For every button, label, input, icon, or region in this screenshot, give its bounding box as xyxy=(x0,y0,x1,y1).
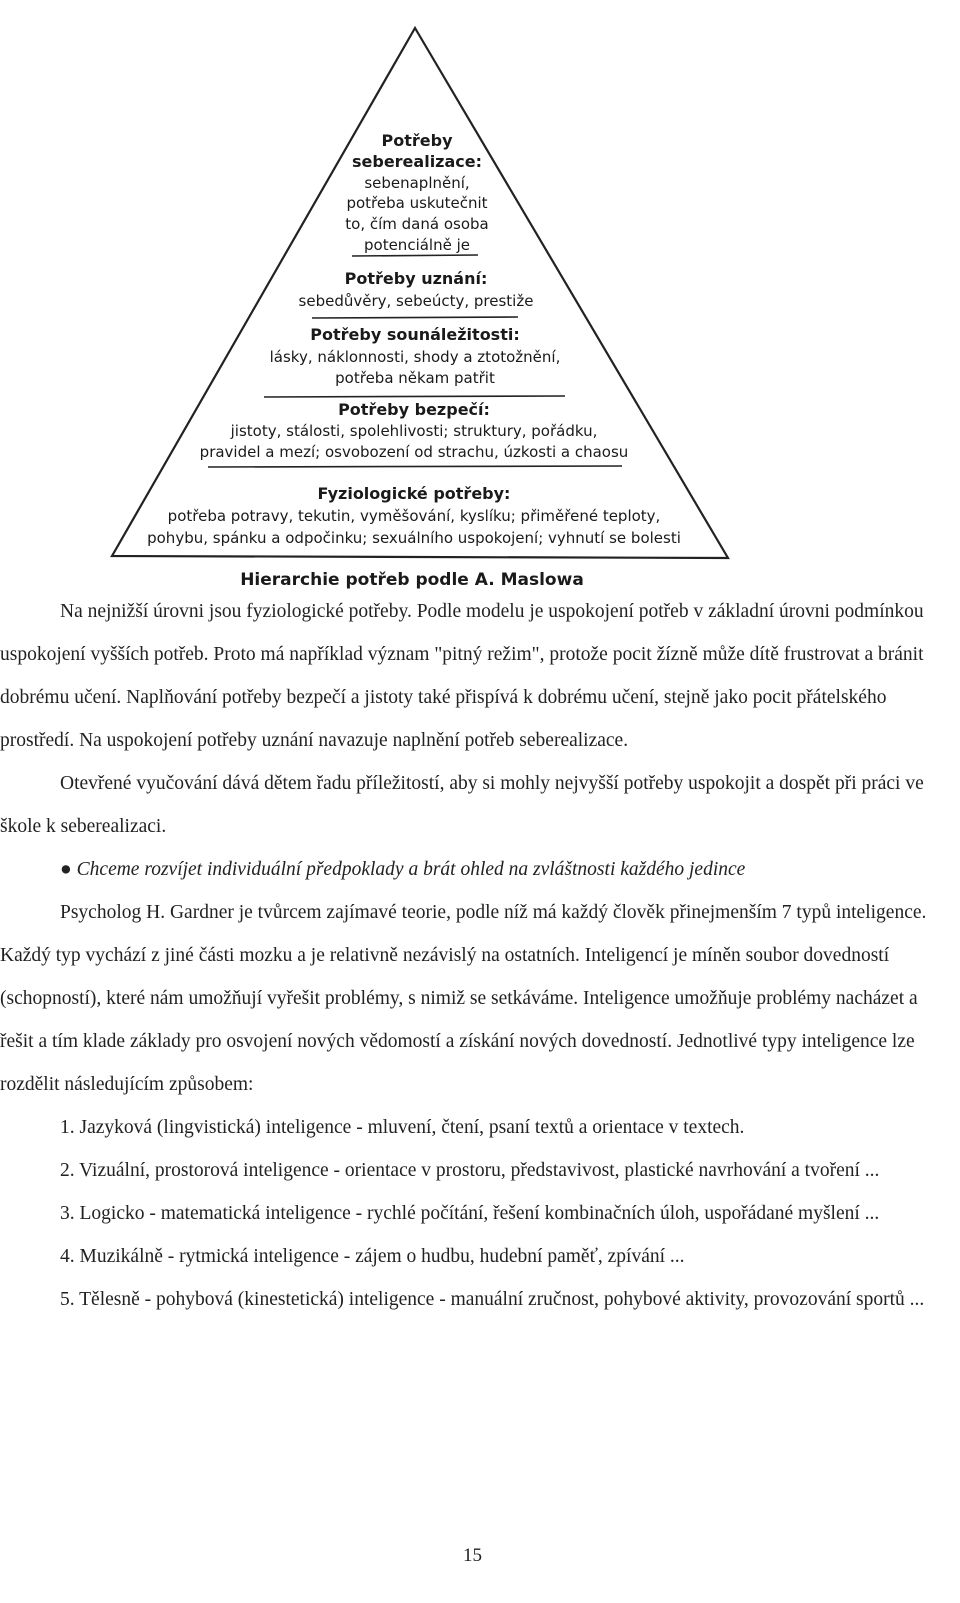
bullet-heading: ● Chceme rozvíjet individuální předpoklady a brát ohled na zvláštnosti každého jedince xyxy=(60,859,746,880)
level-line: potenciálně je xyxy=(364,236,470,254)
level-divider xyxy=(208,466,622,467)
level-line: potřeba uskutečnit xyxy=(346,194,488,212)
level-heading: Potřeby bezpečí: xyxy=(338,400,490,419)
level-divider xyxy=(352,255,478,256)
level-heading: Potřeby xyxy=(381,131,453,150)
paragraph: Na nejnižší úrovni jsou fyziologické potřeby. Podle modelu je uspokojení potřeb v základní úrovni podmínkou uspokojení vyšších potřeb. Proto má například význam "pitný režim", protože pocit žízně může dítě frustrovat a bránit dobrému učení. Naplňování potřeby bezpečí a jistoty také přispívá k dobrému učení, stejně jako pocit přátelského prostředí. Na uspokojení potřeby uznání navazuje naplnění potřeb seberealizace. xyxy=(0,601,924,751)
pyramid-diagram xyxy=(60,10,780,595)
level-line: potřeba někam patřit xyxy=(335,369,495,387)
level-heading: Fyziologické potřeby: xyxy=(317,484,511,503)
list-item: 3. Logicko - matematická inteligence - rychlé počítání, řešení kombinačních úloh, uspořádané myšlení ... xyxy=(60,1203,880,1224)
level-line: pravidel a mezí; osvobození od strachu, úzkosti a chaosu xyxy=(199,443,629,461)
page-number: 15 xyxy=(463,1545,482,1566)
level-line: to, čím daná osoba xyxy=(345,215,489,233)
list-item: 1. Jazyková (lingvistická) inteligence - mluvení, čtení, psaní textů a orientace v textech. xyxy=(60,1117,745,1138)
paragraph: Otevřené vyučování dává dětem řadu příležitostí, aby si mohly nejvyšší potřeby uspokojit a dospět při práci ve škole k seberealizaci. xyxy=(0,773,924,837)
paragraph: Psycholog H. Gardner je tvůrcem zajímavé teorie, podle níž má každý člověk přinejmenším 7 typů inteligence. Každý typ vychází z jiné části mozku a je relativně nezávislý na ostatních. Inteligencí je míněn soubor dovedností (schopností), které nám umožňují vyřešit problémy, s nimiž se setkáváme. Inteligence umožňuje problémy nacházet a řešit a tím klade základy pro osvojení nových vědomostí a získání nových dovedností. Jednotlivé typy inteligence lze rozdělit následujícím způsobem: xyxy=(0,902,927,1095)
level-heading: Potřeby sounáležitosti: xyxy=(310,325,520,344)
level-divider xyxy=(264,396,565,397)
level-line: potřeba potravy, tekutin, vyměšování, kyslíku; přiměřené teploty, xyxy=(167,507,661,525)
body-text xyxy=(0,590,945,1321)
level-heading: seberealizace: xyxy=(351,152,483,171)
maslow-pyramid-figure xyxy=(60,10,780,595)
level-line: jistoty, stálosti, spolehlivosti; struktury, pořádku, xyxy=(230,422,598,440)
level-divider xyxy=(312,317,518,318)
list-item: 5. Tělesně - pohybová (kinestetická) inteligence - manuální zručnost, pohybové aktivity, provozování sportů ... xyxy=(60,1289,925,1310)
list-item: 2. Vizuální, prostorová inteligence - orientace v prostoru, představivost, plastické navrhování a tvoření ... xyxy=(60,1160,880,1181)
level-line: sebedůvěry, sebeúcty, prestiže xyxy=(298,292,534,310)
list-item: 4. Muzikálně - rytmická inteligence - zájem o hudbu, hudební paměť, zpívání ... xyxy=(60,1246,685,1267)
level-line: lásky, náklonnosti, shody a ztotožnění, xyxy=(269,348,561,366)
level-heading: Potřeby uznání: xyxy=(344,269,488,288)
level-line: sebenaplnění, xyxy=(364,174,470,192)
figure-caption: Hierarchie potřeb podle A. Maslowa xyxy=(240,570,584,590)
level-line: pohybu, spánku a odpočinku; sexuálního uspokojení; vyhnutí se bolesti xyxy=(147,529,681,547)
